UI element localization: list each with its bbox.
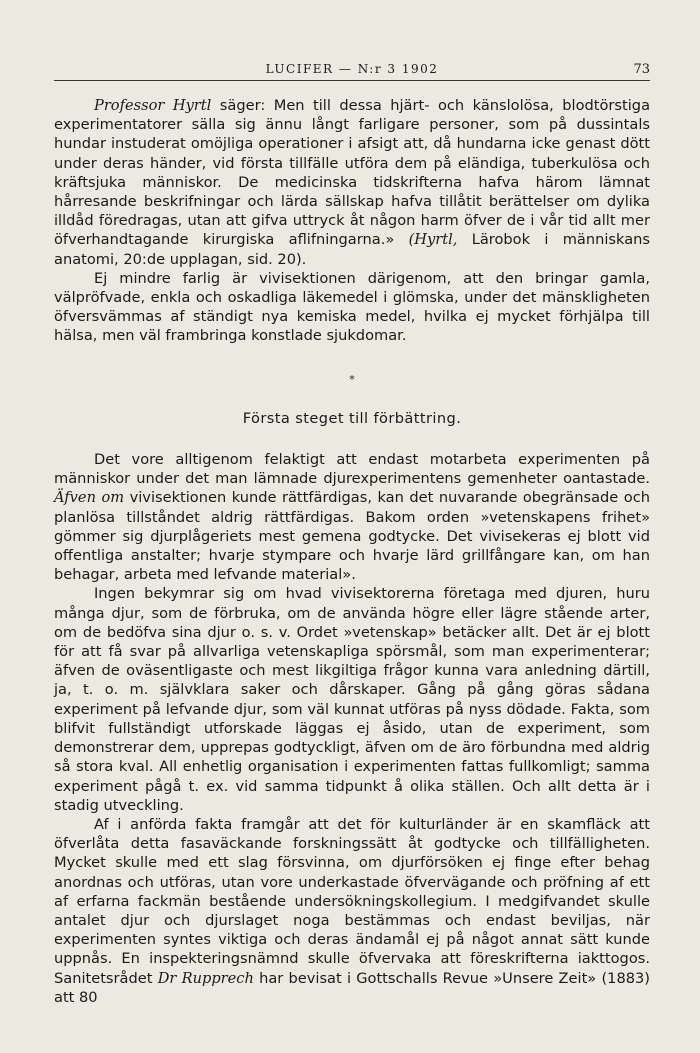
paragraph-2: Ej mindre farlig är vivisektionen därigenom, att den bringar gamla, välpröfvade, enkla och oskadliga läkemedel i glömska, under det mänskligheten öfversvämmas af ständigt nya kemiska medel, hvilka ej mycket förhjälpa till hälsa, men väl frambringa konstlade sjukdomar. bbox=[54, 269, 650, 345]
author-name: Professor Hyrtl bbox=[94, 97, 212, 114]
running-header bbox=[54, 60, 650, 80]
page-number: 73 bbox=[633, 62, 650, 77]
paragraph-text: Det vore alltigenom felaktigt att endast motarbeta experimenten på människor under det man lämnade djurexperimentens gemenheter oantastade. bbox=[54, 451, 650, 488]
paragraph-4: Ingen bekymrar sig om hvad vivisektorerna företaga med djuren, huru många djur, som de förbruka, om de använda högre eller lägre stående arter, om de bedöfva sina djur o. s. v. Ordet »vetenskap» betäcker allt. Det är ej blott för att få svar på allvarliga vetenskapliga spörsmål, som man experimenterar; äfven de oväsentligaste och mest likgiltiga frågor kunna vara anledning därtill, ja, t. o. m. självklara saker och dårskaper. Gång på gång göras sådana experiment på lefvande djur, som väl kunnat utföras på nyss dödade. Fakta, som blifvit fullständigt utforskade läggas ej åsido, utan de experiment, som demonstrerar dem, upprepas godtyckligt, äfven om de äro förbundna med aldrig så stora kval. All enhetlig organisation i experimenten fattas fullkomligt; samma experiment pågå t. ex. vid samma tidpunkt å olika ställen. Och allt detta är i stadig utveckling. bbox=[54, 585, 650, 814]
paragraph-3 bbox=[54, 450, 650, 584]
paragraph-text: Af i anförda fakta framgår att det för kulturländer är en skamfläck att öfverlåta detta fasaväckande forskningssätt åt godtycke och tillfälligheten. Mycket skulle med ett slag försvinna, om djurförsöken ej finge efter behag anordnas och utföras, utan vore underkastade öfvervägande och pröfning af ett af erfarna fackmän bestående undersökningskollegium. I medgifvandet skulle antalet djur och djurslaget noga bestämmas och endast beviljas, när experimenten syntes viktiga och deras ändamål ej på något annat sätt kunde uppnås. En inspekteringsnämnd skulle öfvervaka att föreskrifterna iakttogos. Sanitetsrådet bbox=[54, 815, 650, 987]
paragraph-hyrtl bbox=[54, 96, 650, 269]
emphasis: Äfven om bbox=[54, 489, 125, 507]
body-text bbox=[54, 96, 650, 1007]
paragraph-text: säger: Men till dessa hjärt- och känslolösa, blodtörstiga experimentatorer sälla sig ännu långt farligare personer, som på dussintals hundar instuderat omöjliga operationer i afsigt att, då hundarna icke genast dött under deras händer, vid första tillfälle utföra dem på eländiga, tuberkulösa och kräftsjuka människor. De medicinska tidskrifterna hafva härom lämnat hårresande beskrifningar och lärda sällskap hafva tillåtit berättelser om dylika illdåd föredragas, utan att gifva uttryck åt någon harm öfver de i vår tid allt mer öfverhandtagande kirurgiska aflifningarna.» bbox=[54, 97, 651, 249]
paragraph-text: har bevisat i Gottschalls Revue »Unsere Zeit» (1883) att 80 bbox=[54, 969, 650, 1006]
section-heading: Första steget till förbättring. bbox=[242, 409, 462, 427]
header-rule bbox=[54, 80, 650, 81]
paragraph-text: Lärobok i människans anatomi, 20:de upplagan, sid. 20). bbox=[54, 231, 651, 268]
citation-name: (Hyrtl, bbox=[408, 231, 458, 249]
section-separator: * bbox=[349, 372, 355, 386]
header-title: LUCIFER — N:r 3 1902 bbox=[265, 62, 439, 76]
paragraph-text: vivisektionen kunde rättfärdigas, kan det nuvarande obegränsade och planlösa tillståndet aldrig rättfärdigas. Bakom orden »vetenskapens frihet» gömmer sig djurplågeriets mest gemena godtycke. Det vivisekeras ej blott vid offentliga anstalter; hvarje stympare och hvarje lärd grillfångare kan, om han behagar, arbeta med lefvande material». bbox=[54, 489, 650, 584]
paragraph-5 bbox=[54, 815, 650, 1007]
cited-author: Dr Rupprech bbox=[157, 969, 254, 987]
